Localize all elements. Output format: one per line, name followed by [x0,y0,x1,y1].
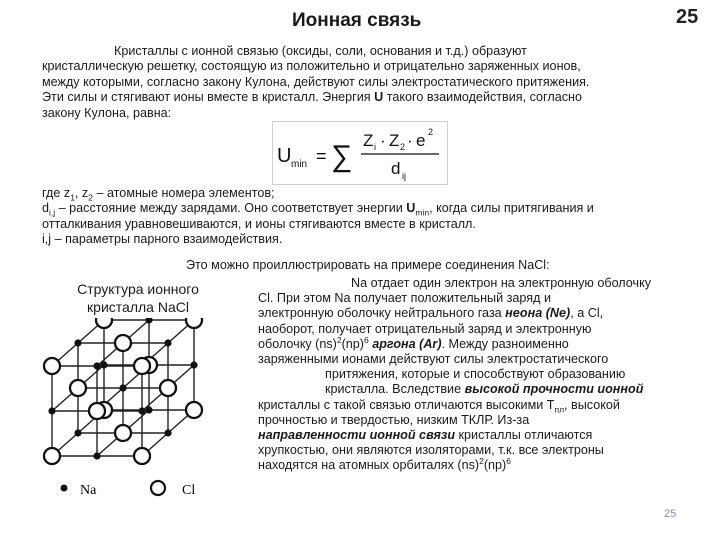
def-1d: 2 [88,192,93,203]
cl-ion [44,448,60,464]
legend-cl-circle [151,481,165,495]
expl-line-6: заряженными ионами действуют силы электростатического [258,352,609,367]
def-2f: , когда силы притягивания и [429,201,594,216]
intro-line-3: между которыми, согласно закону Кулона, действуют силы электростатического притяжения. [42,74,590,89]
expl-8b: высокой прочности ионной [464,382,644,397]
legend-cl-label: Cl [182,483,196,498]
formula-dot-2: · [407,131,413,150]
cl-ion [115,335,131,351]
def-1c: , z [74,186,89,200]
expl-5c: (np) [341,336,364,351]
def-1e: – атомные номера элементов; [92,186,275,200]
def-2e: min [415,207,430,218]
cl-ion [115,425,131,441]
na-ion [93,362,100,369]
intro-line-2: кристаллическую решетку, состоящую из положительно и отрицательно заряженных ионов, [42,59,581,74]
formula-z2-sub: 2 [400,142,406,152]
expl-13d: 6 [506,456,511,467]
na-ion [164,429,171,436]
expl-line-4: наоборот, получает отрицательный заряд и электронную [258,321,592,336]
formula-den-sub: ij [402,171,406,181]
expl-11a: направленности ионной связи [258,428,456,443]
cl-ion [186,318,202,328]
formula-sum: ∑ [331,140,353,173]
slide-title: Ионная связь [292,10,422,31]
def-1a: где z [42,186,71,200]
def-4: i,j – параметры парного взаимодействия. [42,232,283,247]
expl-line-1: Na отдает один электрон на электронную оболочку [351,276,652,290]
def-2c: – расстояние между зарядами. Оно соответствует энергии [55,201,407,216]
legend-na-dot [61,485,68,492]
formula-e-sup: 2 [428,127,434,137]
cl-ion [160,380,176,396]
expl-neon: неона (Ne) [505,306,571,321]
cl-ion [89,403,105,419]
na-ion [93,452,100,459]
formula-lhs: U [277,145,292,167]
page-number-bottom: 25 [664,508,677,520]
page-number-top: 25 [676,6,699,28]
cl-ion [186,402,202,418]
expl-5b: 2 [336,334,342,345]
expl-line-5 [258,334,698,352]
expl-3c: , а Cl, [570,306,604,321]
na-ion [74,429,81,436]
expl-line-12: хрупкостью, они являются изоляторами, т.к. все электроны [258,443,604,458]
expl-5g: . Между разноименно [441,336,569,351]
intro-paragraph [42,44,702,121]
cl-ion [134,358,150,374]
def-1b: 1 [70,192,75,203]
expl-line-13 [258,458,698,473]
expl-9a: кристаллы с такой связью отличаются высокими T [258,397,555,412]
expl-line-9 [258,398,698,413]
expl-8a: кристалла. Вследствие [325,382,465,397]
formula-lhs-sub: min [291,159,308,170]
def-2b: i,j [49,207,56,218]
cl-ion [44,358,60,374]
formula-den: d [391,159,401,178]
formula-equals: = [316,146,327,166]
expl-line-8 [258,382,698,397]
expl-3a: электронную оболочку нейтрального газа [258,306,506,321]
expl-5d: 6 [364,334,369,345]
cl-ion [134,448,150,464]
expl-9b: пл [554,404,565,415]
intro-line-1: Кристаллы с ионной связью (оксиды, соли, основания и т.д.) образуют [114,44,527,58]
expl-line-10: прочностью и твердостью, низким ТКЛР. Из-за [258,412,530,427]
na-ion [138,407,145,414]
intro-energy-symbol: U [374,90,384,105]
expl-line-3 [258,306,698,321]
na-ion [164,339,171,346]
explanation-text [258,276,698,474]
formula-z1: Z [363,131,374,150]
formula-e: e [416,131,426,150]
expl-13b: 2 [479,456,484,467]
expl-line-11 [258,428,698,443]
intro-line-5: закону Кулона, равна: [42,105,172,120]
formula-z2: Z [389,131,400,150]
expl-argon: аргона (Ar) [372,336,442,351]
expl-line-2: Cl. При этом Na получает положительный заряд и [258,291,551,306]
expl-9c: , высокой [564,397,620,412]
na-ion [48,407,55,414]
na-ion [119,384,126,391]
figure-caption-line-2: кристалла NaCl [87,298,189,315]
expl-11b: кристаллы отличаются [455,428,593,443]
na-ion [190,361,197,368]
expl-5a: оболочку (ns) [258,336,337,351]
cl-ion [70,380,86,396]
coulomb-formula [272,121,448,185]
nacl-lattice-figure [20,318,250,523]
example-line: Это можно проиллюстрировать на примере соединения NaCl: [186,258,550,272]
legend-na-label: Na [80,483,97,498]
na-ion [74,339,81,346]
definitions [42,186,710,248]
def-2a: d [42,201,50,216]
expl-line-7: притяжения, которые и способствуют образованию [325,367,626,382]
expl-13a: находятся на атомных орбиталях (ns) [258,458,480,473]
formula-svg [273,122,447,184]
intro-line-4c: такого взаимодействия, согласно [383,90,582,105]
na-ion [145,406,152,413]
cl-ion [96,318,112,328]
expl-13c: (np) [483,458,507,473]
figure-caption [58,281,218,316]
formula-z1-sub: i [374,142,376,152]
formula-dot-1: · [380,131,386,150]
figure-caption-line-1: Структура ионного [77,281,199,297]
def-2d: U [406,201,416,216]
na-ion [100,361,107,368]
def-3: отталкивания уравновешиваются, и ионы стягиваются вместе в кристалл. [42,216,476,231]
intro-line-4a: Эти силы и стягивают ионы вместе в кристалл. Энергия [42,90,375,105]
